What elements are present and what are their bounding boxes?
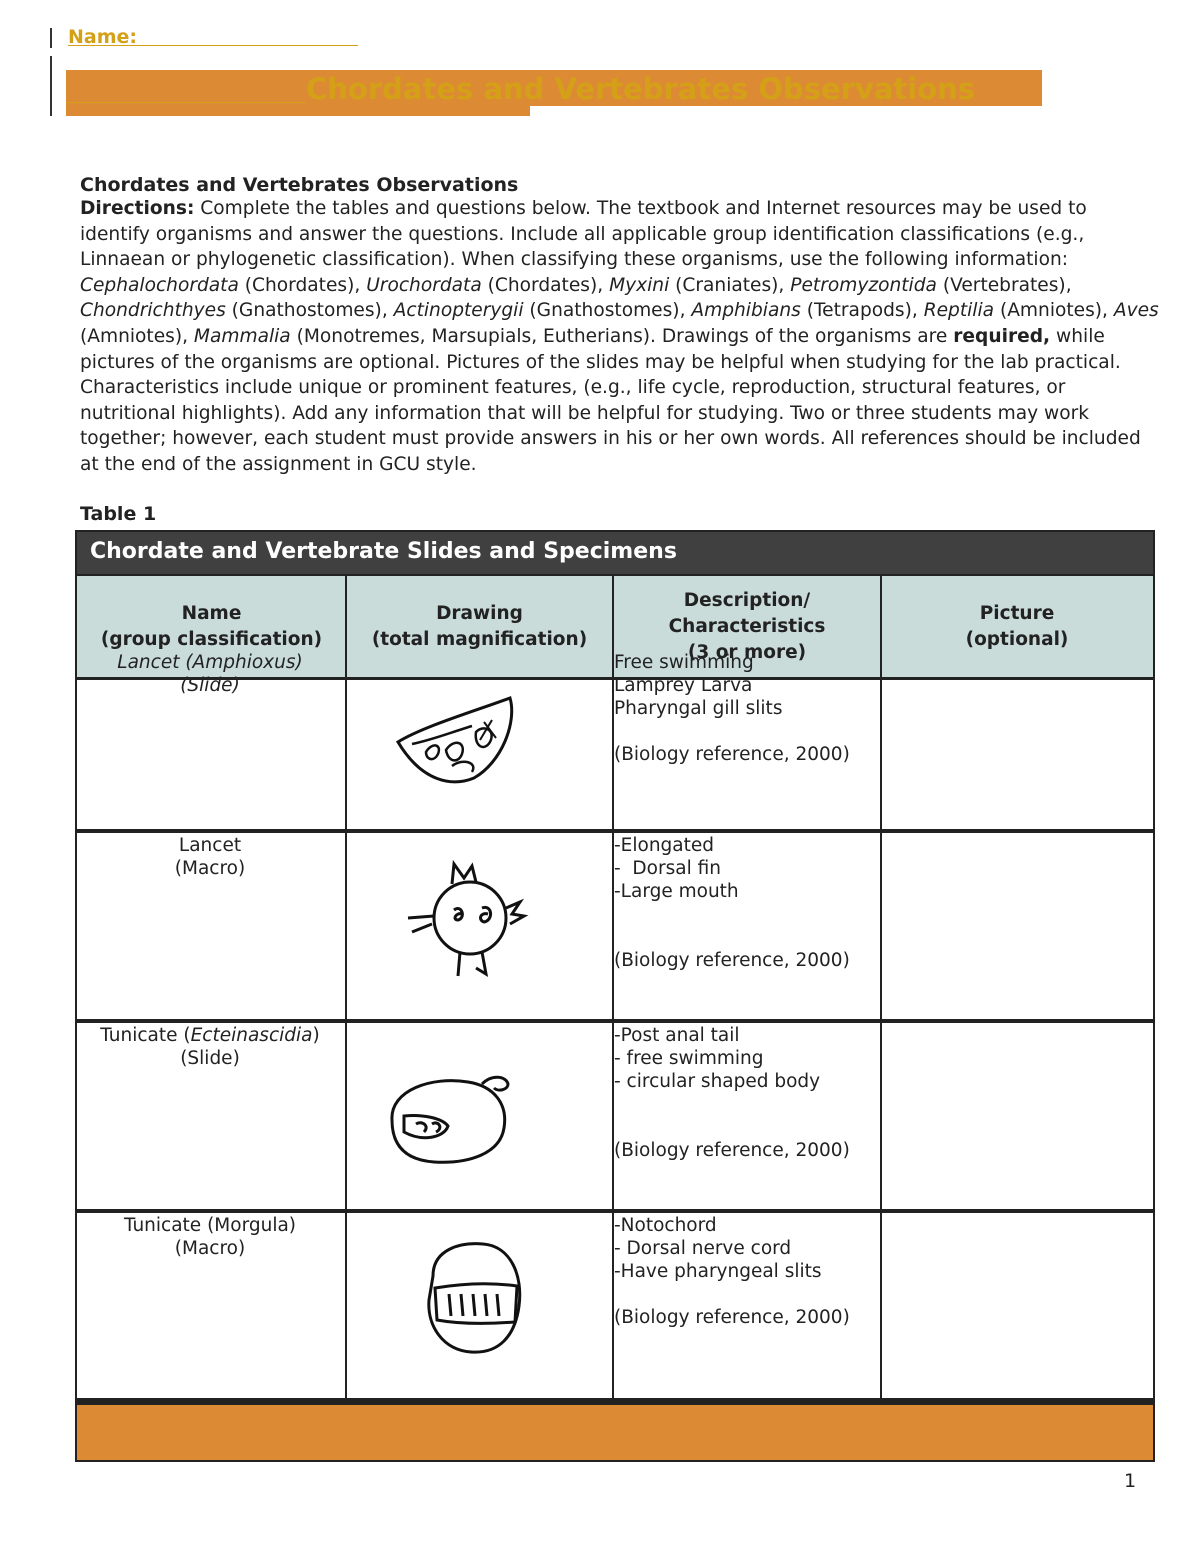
banner-underline <box>66 102 306 103</box>
row1-desc-line: (Biology reference, 2000) <box>614 744 850 765</box>
name-input-line[interactable] <box>68 45 358 46</box>
row1-name-line1: Lancet (Amphioxus) <box>117 652 303 673</box>
row4-desc-line: -Notochord <box>614 1215 717 1236</box>
row2-desc-line: -Elongated <box>614 835 715 856</box>
row2-desc-line <box>614 926 880 949</box>
row1-desc-line <box>614 720 880 743</box>
row4-description <box>614 1214 880 1329</box>
row-divider-2 <box>77 1019 1153 1023</box>
row3-name-post: ) <box>312 1025 320 1046</box>
margin-bar-top <box>50 28 52 48</box>
row3-desc-line: - free swimming <box>614 1048 764 1069</box>
row1-name <box>77 651 343 697</box>
row4-desc-line: (Biology reference, 2000) <box>614 1307 850 1328</box>
row4-desc-line: -Have pharyngeal slits <box>614 1261 822 1282</box>
directions-label: Directions: <box>80 198 195 219</box>
col-header-desc-line1: Description/ <box>683 589 811 611</box>
row3-desc-line <box>614 1116 880 1139</box>
directions-paragraph: Directions: Complete the tables and questions below. The textbook and Internet resources may be used to identify organisms and answer the questions. Include all applicable group identification classifications (e.g., Linnaean or phylogenetic classification). When classifying these organisms, use the following information: Cephalochordata (Chordates), Urochordata (Chordates), Myxini (Craniates), Petromyzontida (Vertebrates), Chondrichthyes (Gnathostomes), Actinopterygii (Gnathostomes), Amphibians (Tetrapods), Reptilia (Amniotes), Aves (Amniotes), Mammalia (Monotremes, Marsupials, Eutherians). Drawings of the organisms are required, while pictures of the organisms are optional. Pictures of the slides may be helpful when studying for the lab practical. Characteristics include unique or prominent features, (e.g., life cycle, reproduction, structural features, or nutritional highlights). Add any information that will be helpful for studying. Two or three students may work together; however, each student must provide answers in his or her own words. All references should be included at the end of the assignment in GCU style. <box>80 198 1159 475</box>
col-divider-3 <box>880 574 882 1400</box>
title-banner-lower <box>66 106 530 116</box>
document-title: Chordates and Vertebrates Observations <box>80 174 519 196</box>
col-header-picture-line2: (optional) <box>965 628 1069 650</box>
row3-description <box>614 1024 880 1162</box>
row1-name-line2: (Slide) <box>180 675 240 696</box>
row4-name-line2: (Macro) <box>174 1238 246 1259</box>
row3-desc-line: - circular shaped body <box>614 1071 821 1092</box>
specimens-table <box>75 530 1155 1462</box>
row3-name-genus: Ecteinascidia <box>190 1025 313 1046</box>
row3-name-line2: (Slide) <box>180 1048 240 1069</box>
margin-bar-bottom <box>50 56 52 116</box>
table-footer-bar <box>77 1402 1153 1460</box>
row-divider-1 <box>77 829 1153 833</box>
row3-name-line1 <box>77 1024 343 1047</box>
row3-desc-line: -Post anal tail <box>614 1025 740 1046</box>
row2-name-line2: (Macro) <box>174 858 246 879</box>
row2-name <box>77 834 343 880</box>
row2-desc-line: -Large mouth <box>614 881 739 902</box>
col-header-drawing-line2: (total magnification) <box>371 628 588 650</box>
amphioxus-sketch <box>392 692 522 792</box>
col-header-picture-line1: Picture <box>979 602 1055 624</box>
row4-desc-line: - Dorsal nerve cord <box>614 1238 792 1259</box>
row4-desc-line <box>614 1283 880 1306</box>
col-header-name-line1: Name <box>181 602 242 624</box>
col-header-desc-line3: (3 or more) <box>687 641 807 663</box>
table-label: Table 1 <box>80 503 157 525</box>
row2-desc-line <box>614 903 880 926</box>
row2-name-line1: Lancet <box>178 835 242 856</box>
row-divider-3 <box>77 1209 1153 1213</box>
page-number: 1 <box>1124 1470 1137 1492</box>
col-header-picture <box>881 574 1153 680</box>
row4-name-line1: Tunicate (Morgula) <box>123 1215 297 1236</box>
col-header-drawing <box>346 574 613 680</box>
row2-description <box>614 834 880 972</box>
col-header-name-line2: (group classification) <box>100 628 323 650</box>
banner-title: Chordates and Vertebrates Observations <box>306 72 976 106</box>
row2-desc-line: (Biology reference, 2000) <box>614 950 850 971</box>
row4-name <box>77 1214 343 1260</box>
name-label: Name: <box>68 26 138 48</box>
tunicate-macro-sketch <box>419 1236 529 1366</box>
row1-description <box>614 651 880 766</box>
row3-desc-line: (Biology reference, 2000) <box>614 1140 850 1161</box>
row1-desc-line: Pharyngal gill slits <box>614 698 783 719</box>
row3-name-pre: Tunicate ( <box>100 1025 191 1046</box>
lancet-sketch <box>402 858 542 988</box>
row3-name <box>77 1024 343 1070</box>
row1-desc-line: Lamprey Larva <box>614 675 753 696</box>
row1-desc-line: Free swimming <box>614 652 754 673</box>
col-divider-1 <box>345 574 347 1400</box>
row3-desc-line <box>614 1093 880 1116</box>
col-header-desc-line2: Characteristics <box>668 615 826 637</box>
row2-desc-line: - Dorsal fin <box>614 858 721 879</box>
tunicate-slide-sketch <box>382 1070 522 1170</box>
table-title: Chordate and Vertebrate Slides and Specimens <box>77 532 1153 574</box>
col-header-drawing-line1: Drawing <box>436 602 523 624</box>
